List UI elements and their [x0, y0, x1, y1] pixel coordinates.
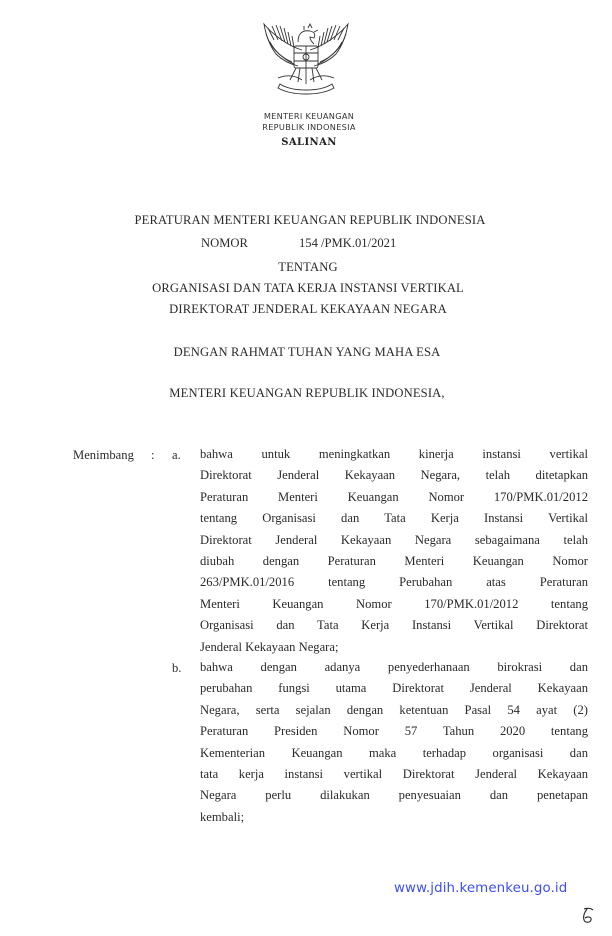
- text-line: Direktorat Jenderal Kekayaan Negara, telah ditetapkan: [200, 468, 588, 483]
- text-line: 263/PMK.01/2016 tentang Perubahan atas Peraturan: [200, 575, 588, 590]
- text-line: perubahan fungsi utama Direktorat Jenderal Kekayaan: [200, 681, 588, 696]
- garuda-emblem-icon: [258, 20, 354, 100]
- jdih-website-link[interactable]: www.jdih.kemenkeu.go.id: [394, 881, 568, 896]
- text-line: kembali;: [200, 809, 245, 824]
- about-label: TENTANG: [278, 260, 338, 274]
- text-line: Peraturan Menteri Keuangan Nomor 170/PMK.01/2012: [200, 489, 588, 504]
- handwritten-initial-icon: [581, 907, 595, 925]
- text-line: tentang Organisasi dan Tata Kerja Instansi Vertikal: [200, 511, 588, 526]
- text-line: Negara, serta sejalan dengan ketentuan Pasal 54 ayat (2): [200, 702, 588, 717]
- regulation-number-row: [201, 236, 396, 251]
- item-marker-a: a.: [172, 448, 181, 462]
- text-line: Menteri Keuangan Nomor 170/PMK.01/2012 tentang: [200, 596, 588, 611]
- subject-line1: ORGANISASI DAN TATA KERJA INSTANSI VERTIKAL: [152, 281, 464, 295]
- text-line: bahwa dengan adanya penyederhanaan birokrasi dan: [200, 660, 588, 674]
- issuer: MENTERI KEUANGAN REPUBLIK INDONESIA,: [169, 386, 445, 400]
- text-line: diubah dengan Peraturan Menteri Keuangan Nomor: [200, 553, 588, 568]
- text-line: Peraturan Presiden Nomor 57 Tahun 2020 tentang: [200, 724, 588, 739]
- number-label: NOMOR: [201, 236, 248, 250]
- consideration-b: [200, 657, 588, 828]
- number-value: 154 /PMK.01/2021: [299, 236, 397, 250]
- copy-mark: SALINAN: [281, 137, 337, 148]
- consideration-a: [200, 444, 588, 658]
- ministry-name-line2: REPUBLIK INDONESIA: [262, 122, 356, 132]
- item-marker-b: b.: [172, 661, 182, 675]
- ministry-name-line1: MENTERI KEUANGAN: [263, 111, 355, 121]
- considering-label: Menimbang: [73, 448, 134, 462]
- text-line: Direktorat Jenderal Kekayaan Negara sebagaimana telah: [200, 532, 588, 547]
- text-line: Negara perlu dilakukan penyesuaian dan penetapan: [200, 788, 588, 803]
- text-line: tata kerja instansi vertikal Direktorat Jenderal Kekayaan: [200, 766, 588, 781]
- subject-line2: DIREKTORAT JENDERAL KEKAYAAN NEGARA: [169, 302, 447, 316]
- invocation: DENGAN RAHMAT TUHAN YANG MAHA ESA: [173, 345, 441, 359]
- regulation-title: PERATURAN MENTERI KEUANGAN REPUBLIK INDONESIA: [134, 213, 486, 227]
- text-line: Kementerian Keuangan maka terhadap organisasi dan: [200, 745, 588, 760]
- text-line: Jenderal Kekayaan Negara;: [200, 639, 339, 654]
- text-line: bahwa untuk meningkatkan kinerja instansi vertikal: [200, 447, 588, 461]
- considering-colon: :: [151, 448, 155, 462]
- text-line: Organisasi dan Tata Kerja Instansi Vertikal Direktorat: [200, 618, 588, 633]
